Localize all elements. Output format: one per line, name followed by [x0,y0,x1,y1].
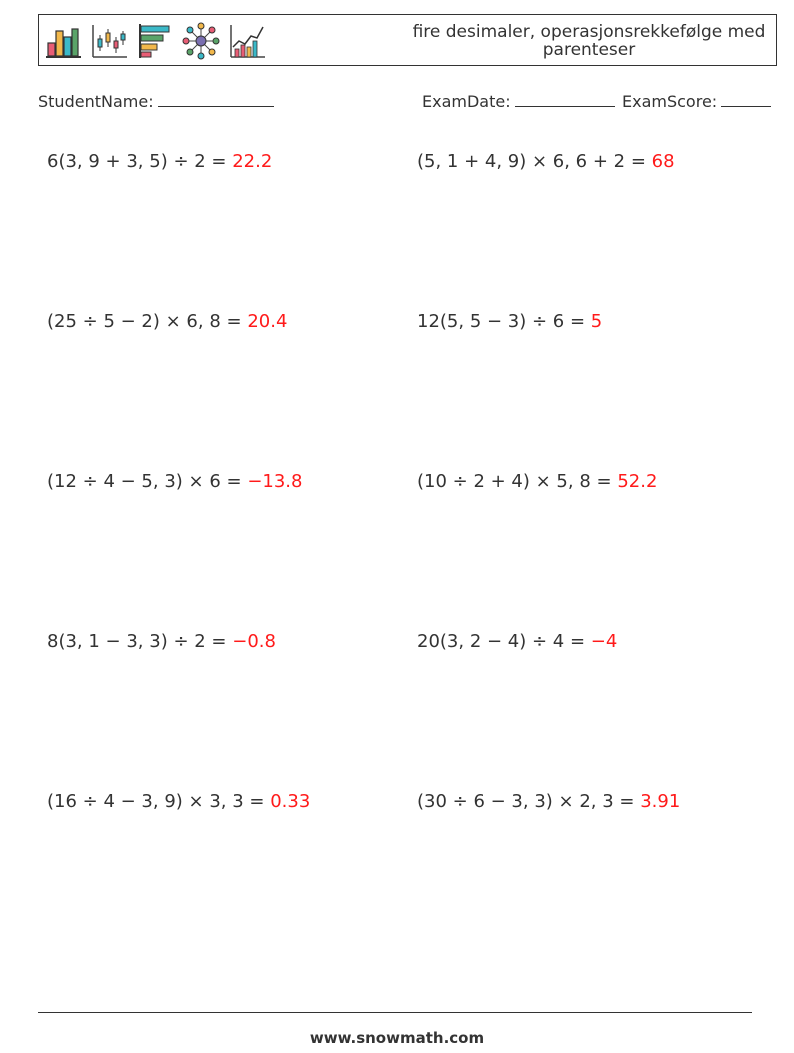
problem-answer: −0.8 [232,631,276,652]
problem-expression: 20(3, 2 − 4) ÷ 4 = [417,631,591,652]
area-line-chart-icon [227,21,267,61]
worksheet-title: fire desimaler, operasjonsrekkefølge med parenteser [412,22,766,60]
problem-expression: 6(3, 9 + 3, 5) ÷ 2 = [47,151,233,172]
student-name-label: StudentName: [38,92,154,111]
problem-5 [47,471,302,492]
problem-10 [417,791,680,812]
problem-expression: 12(5, 5 − 3) ÷ 6 = [417,311,591,332]
network-graph-icon [181,21,221,61]
horizontal-bar-chart-icon [135,21,175,61]
problem-answer: 22.2 [232,151,273,172]
footer-divider [38,1012,752,1013]
problem-expression: (25 ÷ 5 − 2) × 6, 8 = [47,311,248,332]
problem-4 [417,311,602,332]
problem-expression: (10 ÷ 2 + 4) × 5, 8 = [417,471,618,492]
exam-score-label: ExamScore: [622,92,718,111]
problem-answer: 5 [590,311,603,332]
problem-8 [417,631,617,652]
problem-answer: 52.2 [617,471,658,492]
student-name-field [38,92,274,111]
problem-answer: −4 [590,631,618,652]
exam-date-field [422,92,615,111]
problem-expression: (5, 1 + 4, 9) × 6, 6 + 2 = [417,151,652,172]
problem-7 [47,631,276,652]
candlestick-chart-icon [89,21,129,61]
problem-2 [417,151,675,172]
problem-answer: −13.8 [247,471,303,492]
exam-date-label: ExamDate: [422,92,511,111]
exam-score-field [622,92,771,111]
exam-score-line[interactable] [721,92,771,107]
problem-answer: 3.91 [640,791,681,812]
student-name-line[interactable] [158,92,274,107]
exam-date-line[interactable] [515,92,615,107]
worksheet-header [38,14,777,66]
problem-6 [417,471,657,492]
footer-url[interactable]: www.snowmath.com [309,1029,485,1047]
bar-chart-icon [43,21,83,61]
problem-9 [47,791,310,812]
problem-answer: 0.33 [270,791,311,812]
problem-expression: (30 ÷ 6 − 3, 3) × 2, 3 = [417,791,641,812]
problem-1 [47,151,272,172]
problem-expression: 8(3, 1 − 3, 3) ÷ 2 = [47,631,233,652]
problem-expression: (16 ÷ 4 − 3, 9) × 3, 3 = [47,791,271,812]
problem-expression: (12 ÷ 4 − 5, 3) × 6 = [47,471,248,492]
problem-answer: 68 [651,151,675,172]
problem-3 [47,311,287,332]
icon-strip [43,21,267,61]
problem-answer: 20.4 [247,311,288,332]
